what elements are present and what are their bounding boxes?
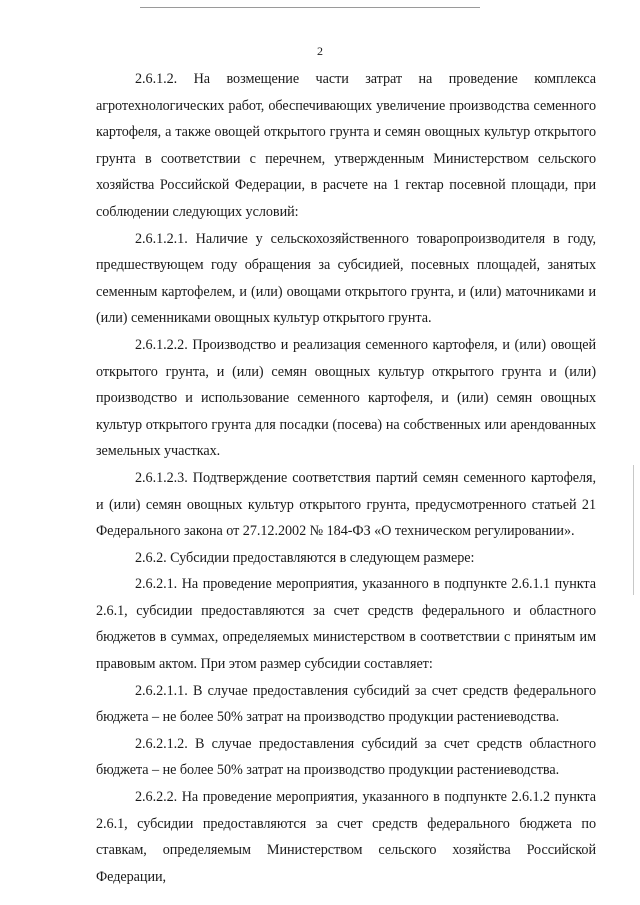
paragraph-2-6-1-2: 2.6.1.2. На возмещение части затрат на проведение комплекса агротехнологических работ, обеспечивающих увеличение производства семенного картофеля, а также овощей открытого грунта и семян овощных культур открытого грунта в соответствии с перечнем, утвержденным Министерством сельского хозяйства Российской Федерации, в расчете на 1 гектар посевной площади, при соблюдении следующих условий:: [96, 71, 596, 220]
paragraph-2-6-1-2-1: 2.6.1.2.1. Наличие у сельскохозяйственного товаропроизводителя в году, предшествующем году обращения за субсидией, посевных площадей, занятых семенным картофелем, и (или) овощами открытого грунта, и (или) маточниками и (или) семенниками овощных культур открытого грунта.: [96, 230, 596, 327]
scan-mark: [633, 465, 634, 595]
paragraph-2-6-2: 2.6.2. Субсидии предоставляются в следующем размере:: [135, 549, 475, 566]
page-number: 2: [317, 44, 323, 58]
document-body: [96, 66, 596, 890]
scan-top-rule: [140, 7, 480, 8]
paragraph-2-6-1-2-3: 2.6.1.2.3. Подтверждение соответствия партий семян семенного картофеля, и (или) семян овощных культур открытого грунта, предусмотренного статьей 21 Федерального закона от 27.12.2002 № 184-ФЗ «О техническом регулировании».: [96, 469, 596, 540]
paragraph-2-6-1-2-2: 2.6.1.2.2. Производство и реализация семенного картофеля, и (или) овощей открытого грунта, и (или) семян овощных культур открытого грунта и (или) производство и использование семенного картофеля, и (или) семян овощных культур открытого грунта для посадки (посева) на собственных или арендованных земельных участках.: [96, 336, 596, 460]
paragraph-2-6-2-2: 2.6.2.2. На проведение мероприятия, указанного в подпункте 2.6.1.2 пункта 2.6.1, субсидии предоставляются за счет средств федерального бюджета по ставкам, определяемым Министерством сельского хозяйства Российской Федерации,: [96, 789, 596, 885]
paragraph-2-6-2-1-2: 2.6.2.1.2. В случае предоставления субсидий за счет средств областного бюджета – не более 50% затрат на производство продукции растениеводства.: [96, 735, 596, 779]
paragraph-2-6-2-1: 2.6.2.1. На проведение мероприятия, указанного в подпункте 2.6.1.1 пункта 2.6.1, субсидии предоставляются за счет средств федерального и областного бюджетов в суммах, определяемых министерством в соответствии с принятым им правовым актом. При этом размер субсидии составляет:: [96, 576, 596, 673]
paragraph-2-6-2-1-1: 2.6.2.1.1. В случае предоставления субсидий за счет средств федерального бюджета – не более 50% затрат на производство продукции растениеводства.: [96, 682, 596, 726]
